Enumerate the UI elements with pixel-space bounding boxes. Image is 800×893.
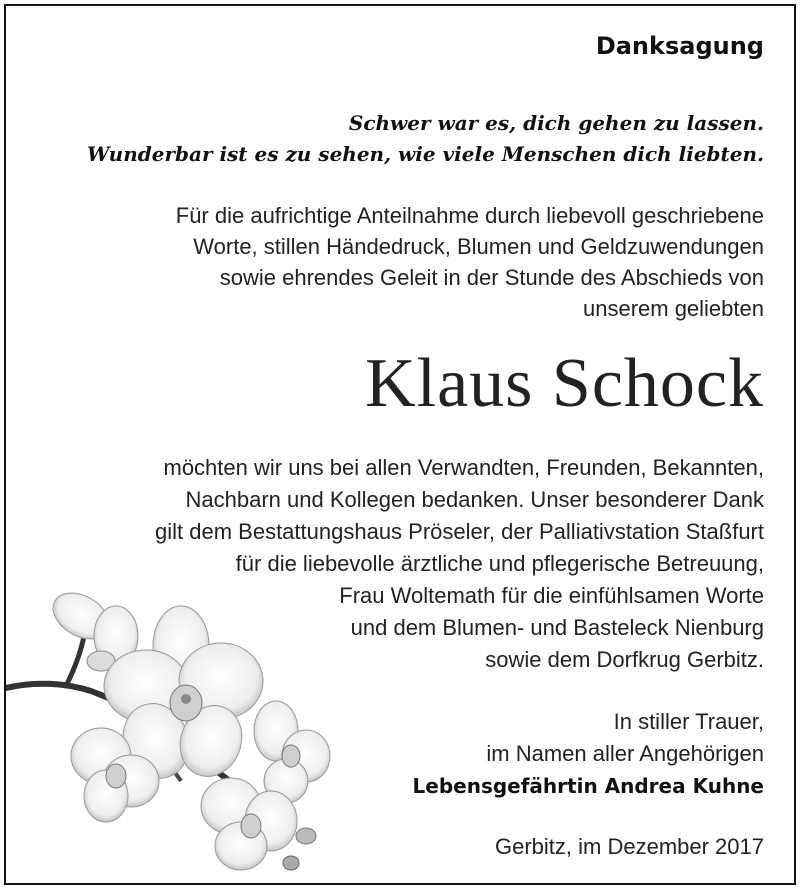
quote-line: Wunderbar ist es zu sehen, wie viele Menschen dich liebten.: [87, 142, 764, 166]
signature-line: In stiller Trauer,: [613, 709, 764, 734]
thanks-line: für die liebevolle ärztliche und pflegerische Betreuung,: [235, 551, 764, 576]
thanks-line: gilt dem Bestattungshaus Pröseler, der Palliativstation Staßfurt: [155, 519, 764, 544]
thanks-line: und dem Blumen- und Basteleck Nienburg: [350, 615, 764, 640]
intro-line: sowie ehrendes Geleit in der Stunde des Abschieds von: [219, 265, 764, 290]
thanks-text: [155, 452, 764, 676]
signer-name: Lebensgefährtin Andrea Kuhne: [412, 774, 764, 798]
place-date: Gerbitz, im Dezember 2017: [495, 834, 764, 859]
quote-line: Schwer war es, dich gehen zu lassen.: [348, 111, 764, 135]
thanks-line: Nachbarn und Kollegen bedanken. Unser besonderer Dank: [185, 487, 764, 512]
intro-text: [176, 200, 764, 324]
signature-block: [413, 706, 764, 802]
thanks-line: möchten wir uns bei allen Verwandten, Freunden, Bekannten,: [163, 455, 764, 480]
page-title: Danksagung: [595, 32, 764, 60]
intro-line: Für die aufrichtige Anteilnahme durch liebevoll geschriebene: [175, 203, 764, 228]
thanks-line: Frau Woltemath für die einfühlsamen Worte: [339, 583, 764, 608]
orchid-flower-right: [254, 701, 330, 803]
obituary-notice: [4, 4, 796, 885]
intro-line: unserem geliebten: [582, 296, 764, 321]
intro-line: Worte, stillen Händedruck, Blumen und Geldzuwendungen: [193, 234, 764, 259]
thanks-line: sowie dem Dorfkrug Gerbitz.: [485, 647, 764, 672]
signature-line: im Namen aller Angehörigen: [486, 741, 764, 766]
quote: [87, 108, 764, 170]
deceased-name: Klaus Schock: [365, 345, 764, 422]
